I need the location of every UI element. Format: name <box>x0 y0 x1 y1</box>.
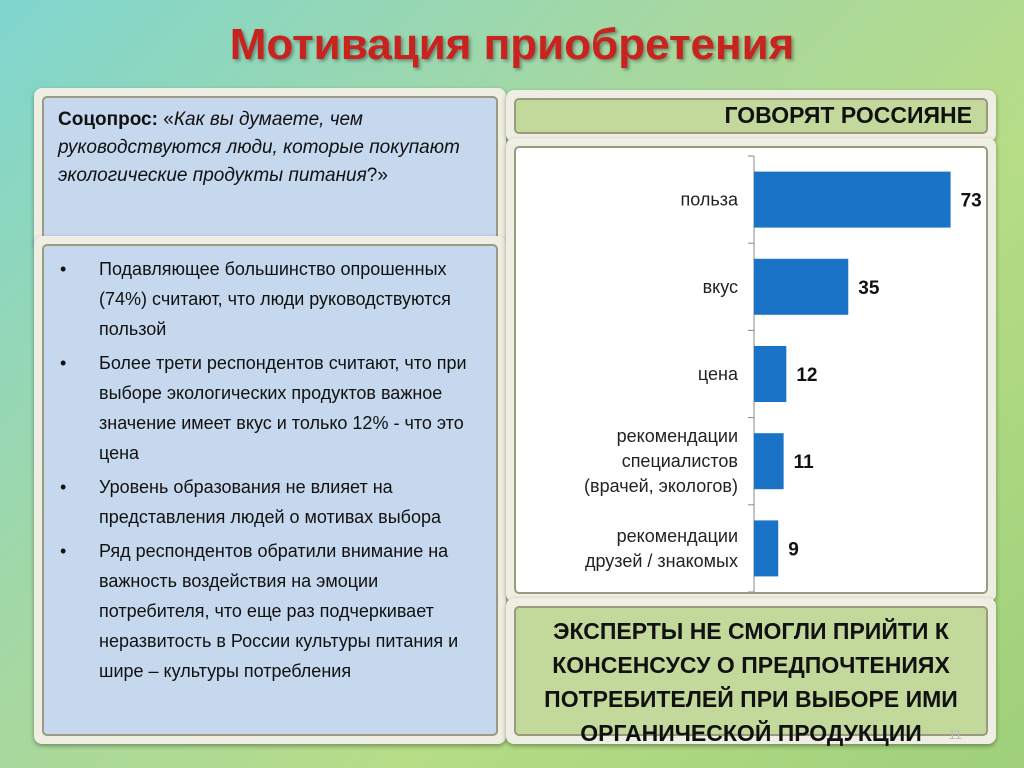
data-label: 9 <box>788 539 799 561</box>
experts-panel <box>506 598 996 744</box>
data-label: 73 <box>960 190 982 212</box>
survey-question-text: Как вы думаете, чем руководствуются люди, которые покупают экологические продукты питания <box>58 109 460 186</box>
page-number: 11 <box>948 727 962 742</box>
list-item <box>54 472 490 532</box>
bar-chart <box>516 148 986 592</box>
category-label: друзей / знакомых <box>584 550 738 571</box>
bullet-icon: • <box>60 541 67 561</box>
list-item <box>54 254 490 344</box>
list-item <box>54 536 490 686</box>
finding-text: Уровень образования не влияет на представления людей о мотивах выбора <box>99 477 442 527</box>
survey-open-quote: « <box>157 109 174 130</box>
survey-label: Соцопрос: <box>58 109 158 130</box>
finding-text: Ряд респондентов обратили внимание на важность воздействия на эмоции потребителя, что еще раз подчеркивает неразвитость в России культуры питания и шире – культуры потребления <box>99 541 459 681</box>
bar <box>754 433 784 489</box>
findings-list <box>54 254 490 690</box>
slide-title: Мотивация приобретения <box>229 20 795 69</box>
experts-note: ЭКСПЕРТЫ НЕ СМОГЛИ ПРИЙТИ К КОНСЕНСУСУ О ПРЕДПОЧТЕНИЯХ ПОТРЕБИТЕЛЕЙ ПРИ ВЫБОРЕ ИМИ ОРГАНИЧЕСКОЙ ПРОДУКЦИИ <box>544 618 958 746</box>
category-label: польза <box>680 189 738 210</box>
category-label: цена <box>697 364 738 384</box>
category-label: вкус <box>702 276 738 297</box>
category-label: (врачей, экологов) <box>584 476 738 497</box>
data-label: 12 <box>796 365 818 386</box>
list-item <box>54 348 490 468</box>
bullet-icon: • <box>60 353 67 373</box>
header-text: ГОВОРЯТ РОССИЯНЕ <box>724 102 972 128</box>
survey-question <box>58 106 486 190</box>
data-label: 35 <box>858 277 880 299</box>
chart-panel <box>506 138 996 602</box>
category-label: рекомендации <box>616 426 738 447</box>
category-label: рекомендации <box>616 525 738 546</box>
finding-text: Более трети респондентов считают, что при выборе экологических продуктов важное значение имеет вкус и только 12% - что это цена <box>99 353 467 463</box>
bar <box>754 520 778 576</box>
findings-panel <box>34 236 506 744</box>
survey-close-quote: ?» <box>366 165 388 186</box>
header-panel <box>506 90 996 142</box>
bar <box>754 346 786 402</box>
category-label: специалистов <box>621 451 738 472</box>
bar <box>754 259 848 315</box>
survey-question-panel <box>34 88 506 248</box>
bullet-icon: • <box>60 259 67 279</box>
bullet-icon: • <box>60 477 67 497</box>
data-label: 11 <box>793 452 814 474</box>
finding-text: Подавляющее большинство опрошенных (74%) считают, что люди руководствуются пользой <box>99 259 451 339</box>
bar <box>754 172 951 228</box>
